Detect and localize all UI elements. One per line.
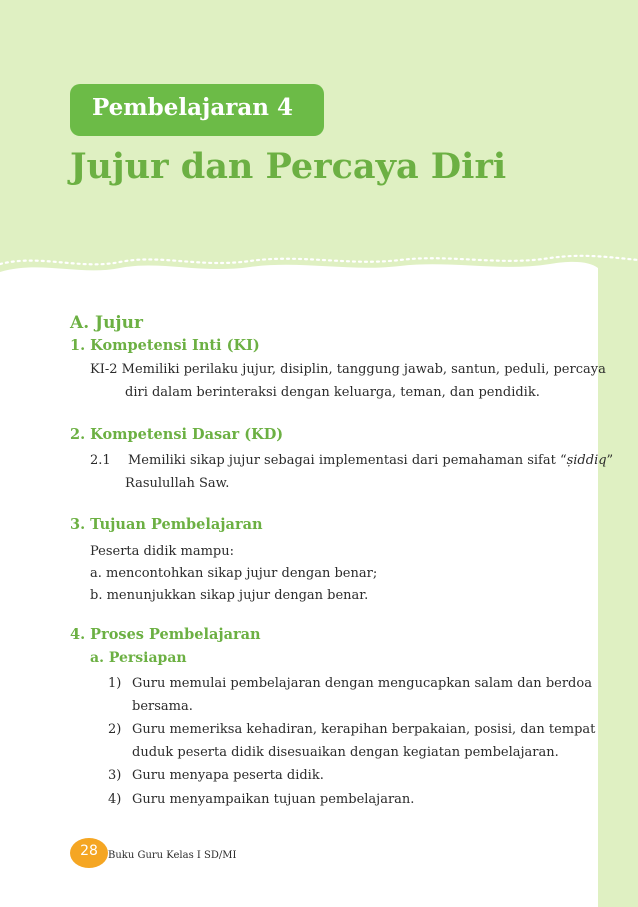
book-title: Buku Guru Kelas I SD/MI (108, 850, 237, 861)
step-1-line-2: bersama. (132, 699, 193, 714)
step-2-number: 2) (108, 722, 122, 737)
ki-line-1: KI-2 Memiliki perilaku jujur, disiplin, tanggung jawab, santun, peduli, percaya (90, 362, 606, 377)
kd-heading: 2. Kompetensi Dasar (KD) (70, 426, 284, 443)
proses-heading: 4. Proses Pembelajaran (70, 626, 261, 643)
kd-line-1-end: ” (606, 453, 614, 468)
lesson-label-badge (70, 84, 324, 136)
tujuan-item-b: b. menunjukkan sikap jujur dengan benar. (90, 588, 369, 603)
step-4-number: 4) (108, 792, 122, 807)
step-1-number: 1) (108, 676, 122, 691)
page-title: Jujur dan Percaya Diri (70, 146, 507, 187)
ki-line-2: diri dalam berinteraksi dengan keluarga, teman, dan pendidik. (125, 385, 540, 400)
tujuan-heading: 3. Tujuan Pembelajaran (70, 516, 263, 533)
page-number-badge (70, 838, 108, 868)
kd-line-1-italic: ṣiddiq (566, 453, 607, 468)
page-number: 28 (80, 843, 98, 859)
tujuan-intro: Peserta didik mampu: (90, 544, 234, 559)
kd-line-1 (128, 453, 613, 468)
kd-number: 2.1 (90, 453, 111, 468)
step-4-line-1: Guru menyampaikan tujuan pembelajaran. (132, 792, 415, 807)
step-1-line-1: Guru memulai pembelajaran dengan mengucapkan salam dan berdoa (132, 676, 592, 691)
step-3-number: 3) (108, 768, 122, 783)
section-heading: A. Jujur (70, 313, 143, 333)
lesson-label: Pembelajaran 4 (92, 94, 293, 121)
persiapan-heading: a. Persiapan (90, 650, 187, 666)
step-2-line-1: Guru memeriksa kehadiran, kerapihan berpakaian, posisi, dan tempat (132, 722, 596, 737)
step-3-line-1: Guru menyapa peserta didik. (132, 768, 324, 783)
kd-line-1-text: Memiliki sikap jujur sebagai implementasi dari pemahaman sifat “ (128, 453, 567, 468)
ki-heading: 1. Kompetensi Inti (KI) (70, 337, 260, 354)
kd-line-2: Rasulullah Saw. (125, 476, 230, 491)
tujuan-item-a: a. mencontohkan sikap jujur dengan benar; (90, 566, 378, 581)
step-2-line-2: duduk peserta didik disesuaikan dengan kegiatan pembelajaran. (132, 745, 559, 760)
